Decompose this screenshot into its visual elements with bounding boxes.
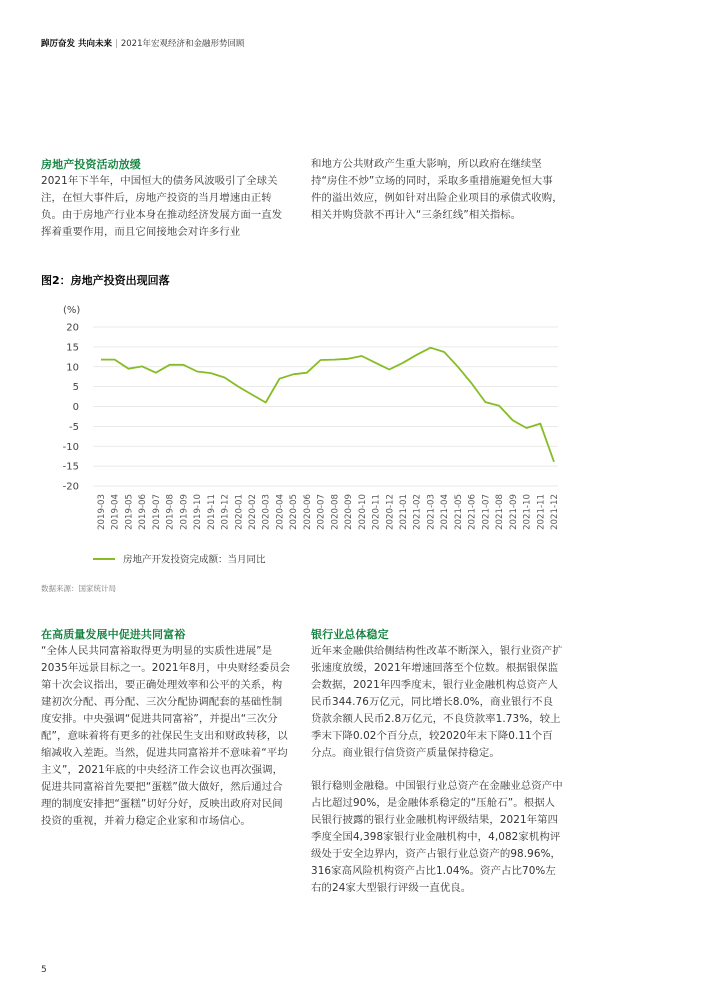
x-tick-label: 2020-03 [261, 494, 272, 530]
y-tick-label: 15 [66, 342, 79, 354]
header-subtitle: 2021年宏观经济和金融形势回顾 [120, 39, 245, 49]
legend-label: 房地产开发投资完成额：当月同比 [123, 554, 266, 566]
paragraph-spacer [311, 762, 563, 778]
x-tick-label: 2021-05 [453, 494, 464, 530]
x-tick-label: 2020-09 [344, 494, 355, 530]
common-prosperity-heading: 在高质量发展中促进共同富裕 [41, 628, 186, 641]
x-tick-label: 2020-07 [316, 494, 327, 530]
x-tick-label: 2019-06 [138, 494, 149, 530]
series-line [101, 348, 554, 462]
x-tick-label: 2021-10 [522, 493, 533, 530]
x-tick-label: 2021-01 [399, 494, 409, 530]
y-tick-label: -5 [69, 421, 79, 433]
y-tick-label: 10 [66, 362, 79, 374]
x-tick-label: 2021-07 [481, 494, 492, 530]
x-tick-label: 2021-12 [550, 494, 560, 530]
x-tick-label: 2021-08 [495, 494, 506, 530]
common-prosperity-column [41, 626, 292, 830]
x-tick-label: 2019-05 [124, 494, 135, 530]
x-tick-label: 2020-01 [234, 494, 245, 530]
header-title: 踔厉奋发 共向未来 [41, 39, 112, 49]
x-tick-label: 2019-03 [97, 494, 107, 530]
x-tick-label: 2020-04 [275, 494, 286, 530]
x-tick-label: 2019-08 [165, 494, 176, 530]
banking-heading: 银行业总体稳定 [311, 628, 389, 641]
real-estate-right-column [311, 156, 563, 224]
y-axis-ticks [63, 323, 79, 493]
real-estate-right-text: 和地方公共财政产生重大影响，所以政府在继续坚持“房住不炒”立场的同时，采取多重措施避免恒大事件的溢出效应，例如针对出险企业项目的承债式收购，相关并购贷款不再计入“三条红线”相关指标。 [311, 158, 563, 221]
page-number: 5 [41, 965, 47, 975]
real-estate-left-column [41, 156, 291, 241]
chart-series [101, 348, 554, 462]
y-tick-label: 5 [72, 382, 79, 394]
x-axis-ticks [97, 494, 560, 530]
x-tick-label: 2021-04 [440, 494, 451, 530]
real-estate-heading: 房地产投资活动放缓 [41, 158, 141, 171]
x-tick-label: 2020-05 [289, 494, 300, 530]
x-tick-label: 2019-07 [151, 494, 162, 530]
x-tick-label: 2020-08 [330, 494, 341, 530]
running-header [41, 37, 244, 49]
x-tick-label: 2021-06 [467, 494, 478, 530]
x-tick-label: 2019-04 [110, 494, 121, 530]
x-tick-label: 2020-11 [371, 494, 382, 530]
x-tick-label: 2019-12 [220, 494, 231, 530]
real-estate-investment-chart [41, 296, 581, 576]
x-tick-label: 2020-12 [385, 494, 396, 530]
common-prosperity-text: “全体人民共同富裕取得更为明显的实质性进展”是2035年远景目标之一。2021年8月，中央财经委员会第十次会议指出，要正确处理效率和公平的关系，构建初次分配、再分配、三次分配协调配套的基础性制度安排。中央强调“促进共同富裕”，并提出“三次分配”，意味着将有更多的社保民生支出和财政转移，以缩减收入差距。当然，促进共同富裕并不意味着“平均主义”，2021年底的中央经济工作会议也再次强调，促进共同富裕首先要把“蛋糕”做大做好，然后通过合理的制度安排把“蛋糕”切好分好，反映出政府对民间投资的重视，并着力稳定企业家和市场信心。 [41, 645, 291, 827]
x-tick-label: 2021-02 [412, 494, 423, 530]
figure-source: 数据来源：国家统计局 [41, 584, 116, 593]
banking-para-1: 近年来金融供给侧结构性改革不断深入，银行业资产扩张速度放缓，2021年增速回落至个位数。根据银保监会数据，2021年四季度末，银行业金融机构总资产人民币344.76万亿元，同比增长8.0%，商业银行不良贷款余额人民币2.8万亿元，不良贷款率1.73%，较上季末下降0.02个百分点，较2020年末下降0.11个百分点。商业银行信贷资产质量保持稳定。 [311, 645, 563, 759]
x-tick-label: 2020-02 [248, 494, 258, 530]
y-tick-label: 0 [72, 402, 79, 413]
x-tick-label: 2021-11 [536, 493, 547, 530]
x-tick-label: 2020-10 [357, 494, 368, 530]
x-tick-label: 2019-11 [206, 494, 217, 530]
banking-para-2: 银行稳则金融稳。中国银行业总资产在金融业总资产中占比超过90%，是金融体系稳定的“压舱石”。根据人民银行披露的银行业金融机构评级结果，2021年第四季度全国4,398家银行业金融机构中，4,082家机构评级处于安全边界内，资产占银行业总资产的98.96%，316家高风险机构资产占比1.04%。资产占比70%左右的24家大型银行评级一直优良。 [311, 780, 563, 894]
x-tick-label: 2020-06 [302, 494, 313, 530]
x-tick-label: 2019-10 [193, 494, 204, 530]
y-tick-label: -15 [62, 461, 79, 473]
real-estate-left-text: 2021年下半年，中国恒大的债务风波吸引了全球关注，在恒大事件后，房地产投资的当月增速由正转负。由于房地产行业本身在推动经济发展方面一直发挥着重要作用，而且它间接地会对许多行业 [41, 175, 283, 238]
header-separator: | [114, 39, 118, 49]
y-axis-unit-label: (%) [63, 305, 81, 316]
chart-legend [93, 554, 266, 566]
x-tick-label: 2021-03 [426, 494, 437, 530]
x-tick-label: 2021-09 [508, 494, 519, 530]
y-tick-label: -20 [62, 481, 79, 493]
banking-column [311, 626, 563, 897]
chart-gridlines [93, 327, 558, 486]
y-tick-label: 20 [66, 322, 79, 334]
x-tick-label: 2019-09 [179, 494, 190, 530]
figure-title: 图2：房地产投资出现回落 [41, 274, 170, 287]
y-tick-label: -10 [62, 441, 79, 453]
